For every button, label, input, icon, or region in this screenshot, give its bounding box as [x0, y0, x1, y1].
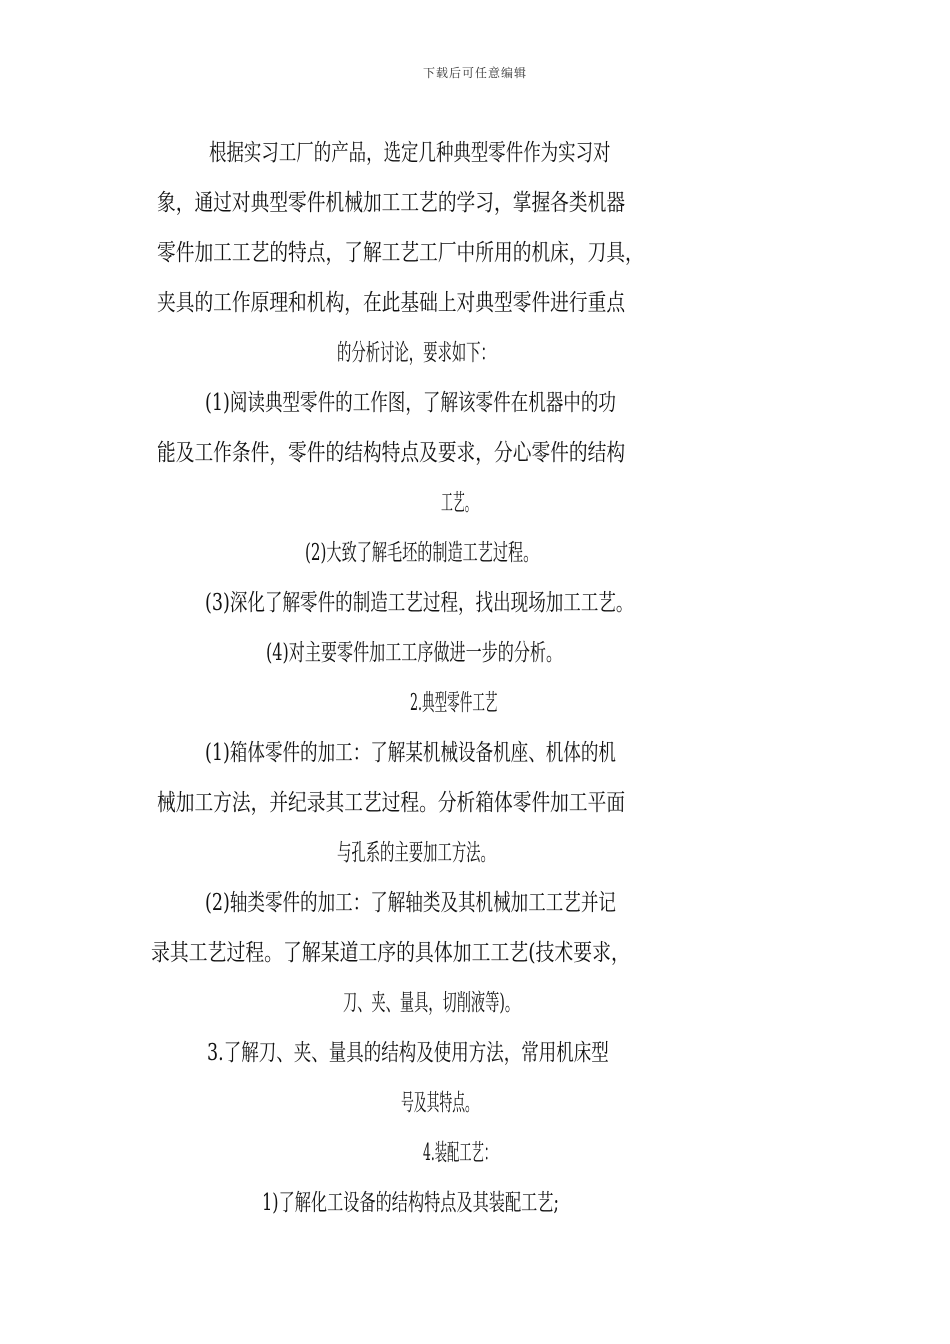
text-line: 2.典型零件工艺	[410, 690, 498, 716]
text-line: (1)阅读典型零件的工作图，了解该零件在机器中的功	[205, 390, 616, 416]
text-line: 能及工作条件，零件的结构特点及要求，分心零件的结构	[157, 440, 626, 466]
text-line: (4)对主要零件加工工序做进一步的分析。	[266, 640, 563, 666]
text-line: 根据实习工厂的产品，选定几种典型零件作为实习对	[209, 140, 611, 166]
text-line: 录其工艺过程。了解某道工序的具体加工工艺(技术要求，	[151, 940, 630, 966]
text-line: (3)深化了解零件的制造工艺过程，找出现场加工工艺。	[205, 590, 634, 616]
text-line: 1)了解化工设备的结构特点及其装配工艺;	[262, 1190, 559, 1216]
text-line: (2)大致了解毛坯的制造工艺过程。	[305, 540, 539, 566]
text-line: 与孔系的主要加工方法。	[337, 840, 495, 866]
text-line: 夹具的工作原理和机构，在此基础上对典型零件进行重点	[157, 290, 626, 316]
text-line: (1)箱体零件的加工：了解某机械设备机座、机体的机	[205, 740, 616, 766]
text-line: 的分析讨论，要求如下：	[337, 340, 495, 366]
text-line: 工艺。	[441, 490, 477, 516]
text-line: 号及其特点。	[401, 1090, 478, 1116]
text-line: 3.了解刀、夹、量具的结构及使用方法，常用机床型	[207, 1040, 609, 1066]
text-line: 械加工方法，并纪录其工艺过程。分析箱体零件加工平面	[157, 790, 626, 816]
page-header: 下载后可任意编辑	[422, 66, 527, 80]
text-line: 刀、夹、量具，切削液等)。	[343, 990, 520, 1016]
text-line: 4.装配工艺：	[423, 1140, 497, 1166]
text-line: 象，通过对典型零件机械加工工艺的学习，掌握各类机器	[157, 190, 626, 216]
text-line: (2)轴类零件的加工：了解轴类及其机械加工工艺并记	[205, 890, 616, 916]
text-line: 零件加工工艺的特点，了解工艺工厂中所用的机床，刀具，	[157, 240, 644, 266]
